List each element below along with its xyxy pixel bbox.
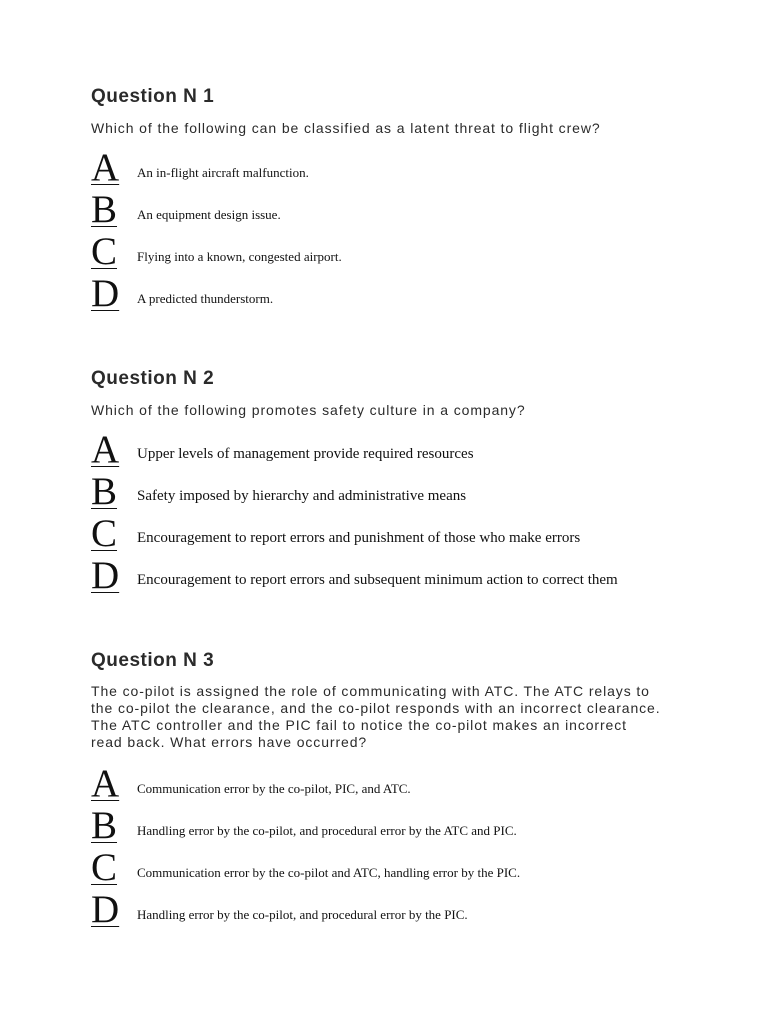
option-letter: B (91, 188, 118, 231)
option-text: Communication error by the co-pilot, PIC, and ATC. (137, 781, 411, 796)
question-title-prefix: Question N (91, 368, 198, 389)
option-text: Encouragement to report errors and punishment of those who make errors (137, 530, 581, 546)
question-3 (91, 650, 691, 931)
option-letter: D (91, 554, 120, 597)
option-text: An in-flight aircraft malfunction. (137, 165, 309, 180)
option-letter: B (91, 470, 118, 513)
question-title (91, 650, 691, 672)
question-text: Which of the following promotes safety culture in a company? (91, 402, 526, 418)
option-text: Communication error by the co-pilot and ATC, handling error by the PIC. (137, 865, 521, 880)
option-text: Handling error by the co-pilot, and procedural error by the ATC and PIC. (137, 823, 517, 838)
question-title-prefix: Question N (91, 650, 198, 671)
option-text: Flying into a known, congested airport. (137, 249, 342, 264)
question-title (91, 86, 691, 108)
option-text: A predicted thunderstorm. (137, 291, 274, 306)
option-d (91, 554, 691, 598)
option-text: Safety imposed by hierarchy and administrative means (137, 488, 467, 504)
option-d (91, 888, 691, 932)
option-c (91, 512, 691, 556)
option-b (91, 470, 691, 514)
question-title-prefix: Question N (91, 86, 198, 107)
option-letter: A (91, 146, 120, 189)
option-letter: C (91, 230, 118, 273)
question-2 (91, 368, 691, 597)
option-c (91, 846, 691, 890)
option-text: Handling error by the co-pilot, and procedural error by the PIC. (137, 907, 468, 922)
question-1 (91, 86, 691, 315)
question-text: The co-pilot is assigned the role of communicating with ATC. The ATC relays to the co-pilot the clearance, and the co-pilot responds with an incorrect clearance. The ATC controller and the PIC fail to notice the co-pilot makes an incorrect read back. What errors have occurred? (91, 683, 661, 750)
option-letter: C (91, 846, 118, 889)
question-title (91, 368, 691, 390)
option-letter: D (91, 272, 120, 315)
option-letter: A (91, 762, 120, 805)
question-number: 3 (203, 650, 215, 671)
option-a (91, 428, 691, 472)
option-letter: A (91, 428, 120, 471)
option-text: Encouragement to report errors and subsequent minimum action to correct them (137, 572, 618, 588)
option-b (91, 804, 691, 848)
option-text: Upper levels of management provide required resources (137, 446, 474, 462)
option-a (91, 146, 691, 190)
question-number: 1 (203, 86, 215, 107)
question-text: Which of the following can be classified as a latent threat to flight crew? (91, 120, 601, 136)
option-d (91, 272, 691, 316)
option-b (91, 188, 691, 232)
option-letter: C (91, 512, 118, 555)
option-a (91, 762, 691, 806)
option-letter: B (91, 804, 118, 847)
option-text: An equipment design issue. (137, 207, 281, 222)
option-c (91, 230, 691, 274)
option-letter: D (91, 888, 120, 931)
question-number: 2 (203, 368, 215, 389)
